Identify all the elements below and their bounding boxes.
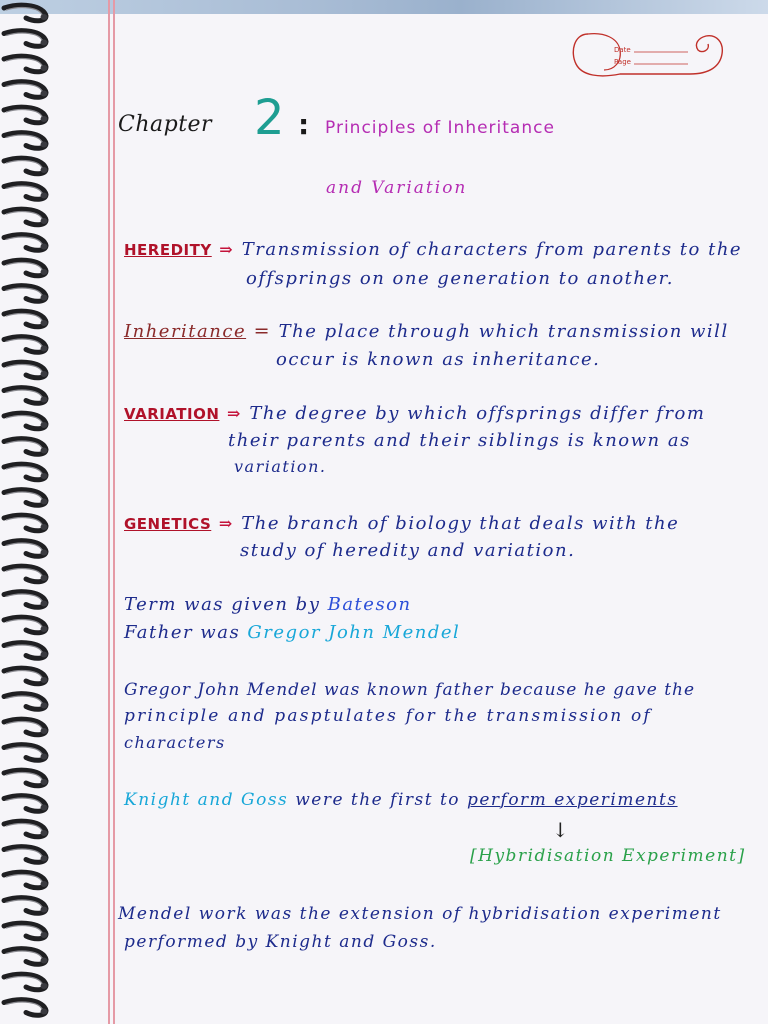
fact-knight-goss <box>124 790 678 810</box>
mendel-line2: principle and pasptulates for the transmission of <box>124 706 652 726</box>
title-colon: : <box>298 108 310 141</box>
chapter-subject-line2 <box>326 178 467 198</box>
fact-term-given <box>124 594 412 615</box>
chapter-subject <box>325 118 555 138</box>
variation-line2: their parents and their siblings is known as <box>228 430 691 451</box>
definition-variation <box>124 402 705 424</box>
top-edge-strip <box>0 0 768 14</box>
term-inheritance: Inheritance <box>124 321 247 342</box>
inheritance-line2: occur is known as inheritance. <box>276 349 601 370</box>
term-heredity: HEREDITY <box>124 241 212 259</box>
subject-text: Principles of Inheritance <box>325 118 555 138</box>
fact-father <box>124 622 460 643</box>
genetics-line1: The branch of biology that deals with the <box>241 513 680 534</box>
heredity-line2: offsprings on one generation to another. <box>246 268 674 289</box>
arrow-icon: ⇒ <box>219 240 235 259</box>
definition-inheritance <box>124 320 729 342</box>
hybridisation-experiment: [Hybridisation Experiment] <box>470 846 746 866</box>
variation-line3: variation. <box>234 457 327 476</box>
equals-icon: = <box>253 320 272 342</box>
page-label: Page <box>614 58 631 66</box>
knight-prefix: were the first to <box>295 790 461 810</box>
father-prefix: Father was <box>124 622 241 643</box>
chapter-label <box>118 112 212 137</box>
mendel-name: Gregor John Mendel <box>247 622 461 643</box>
knight-goss-names: Knight and Goss <box>124 790 289 810</box>
term-variation: VARIATION <box>124 405 220 423</box>
term-given-prefix: Term was given by <box>124 594 321 615</box>
margin-line-inner <box>113 0 115 1024</box>
work-line1: Mendel work was the extension of hybridisation experiment <box>118 904 722 924</box>
chapter-text: Chapter <box>118 112 213 137</box>
chapter-number: 2 <box>254 90 285 146</box>
arrow-icon: ⇒ <box>218 514 234 533</box>
definition-heredity <box>124 238 742 260</box>
genetics-line2: study of heredity and variation. <box>240 540 576 561</box>
date-label: Date <box>614 46 631 54</box>
inheritance-line1: The place through which transmission will <box>278 321 729 342</box>
date-page-stamp <box>570 28 726 82</box>
bateson-name: Bateson <box>327 594 412 615</box>
definition-genetics <box>124 512 679 534</box>
mendel-line3: characters <box>124 733 226 752</box>
perform-experiments: perform experiments <box>466 790 678 810</box>
variation-line1: The degree by which offsprings differ from <box>249 403 706 424</box>
margin-line <box>108 0 110 1024</box>
down-arrow-icon: ↓ <box>552 818 571 842</box>
arrow-icon: ⇒ <box>226 404 242 423</box>
date-stamp-icon <box>570 28 726 82</box>
subject-line2-text: and Variation <box>326 178 468 198</box>
heredity-line1: Transmission of characters from parents to the <box>241 239 743 260</box>
spiral-binding-icon <box>0 0 60 1024</box>
work-line2: performed by Knight and Goss. <box>124 932 437 952</box>
mendel-line1: Gregor John Mendel was known father because he gave the <box>124 680 696 700</box>
term-genetics: GENETICS <box>124 515 212 533</box>
